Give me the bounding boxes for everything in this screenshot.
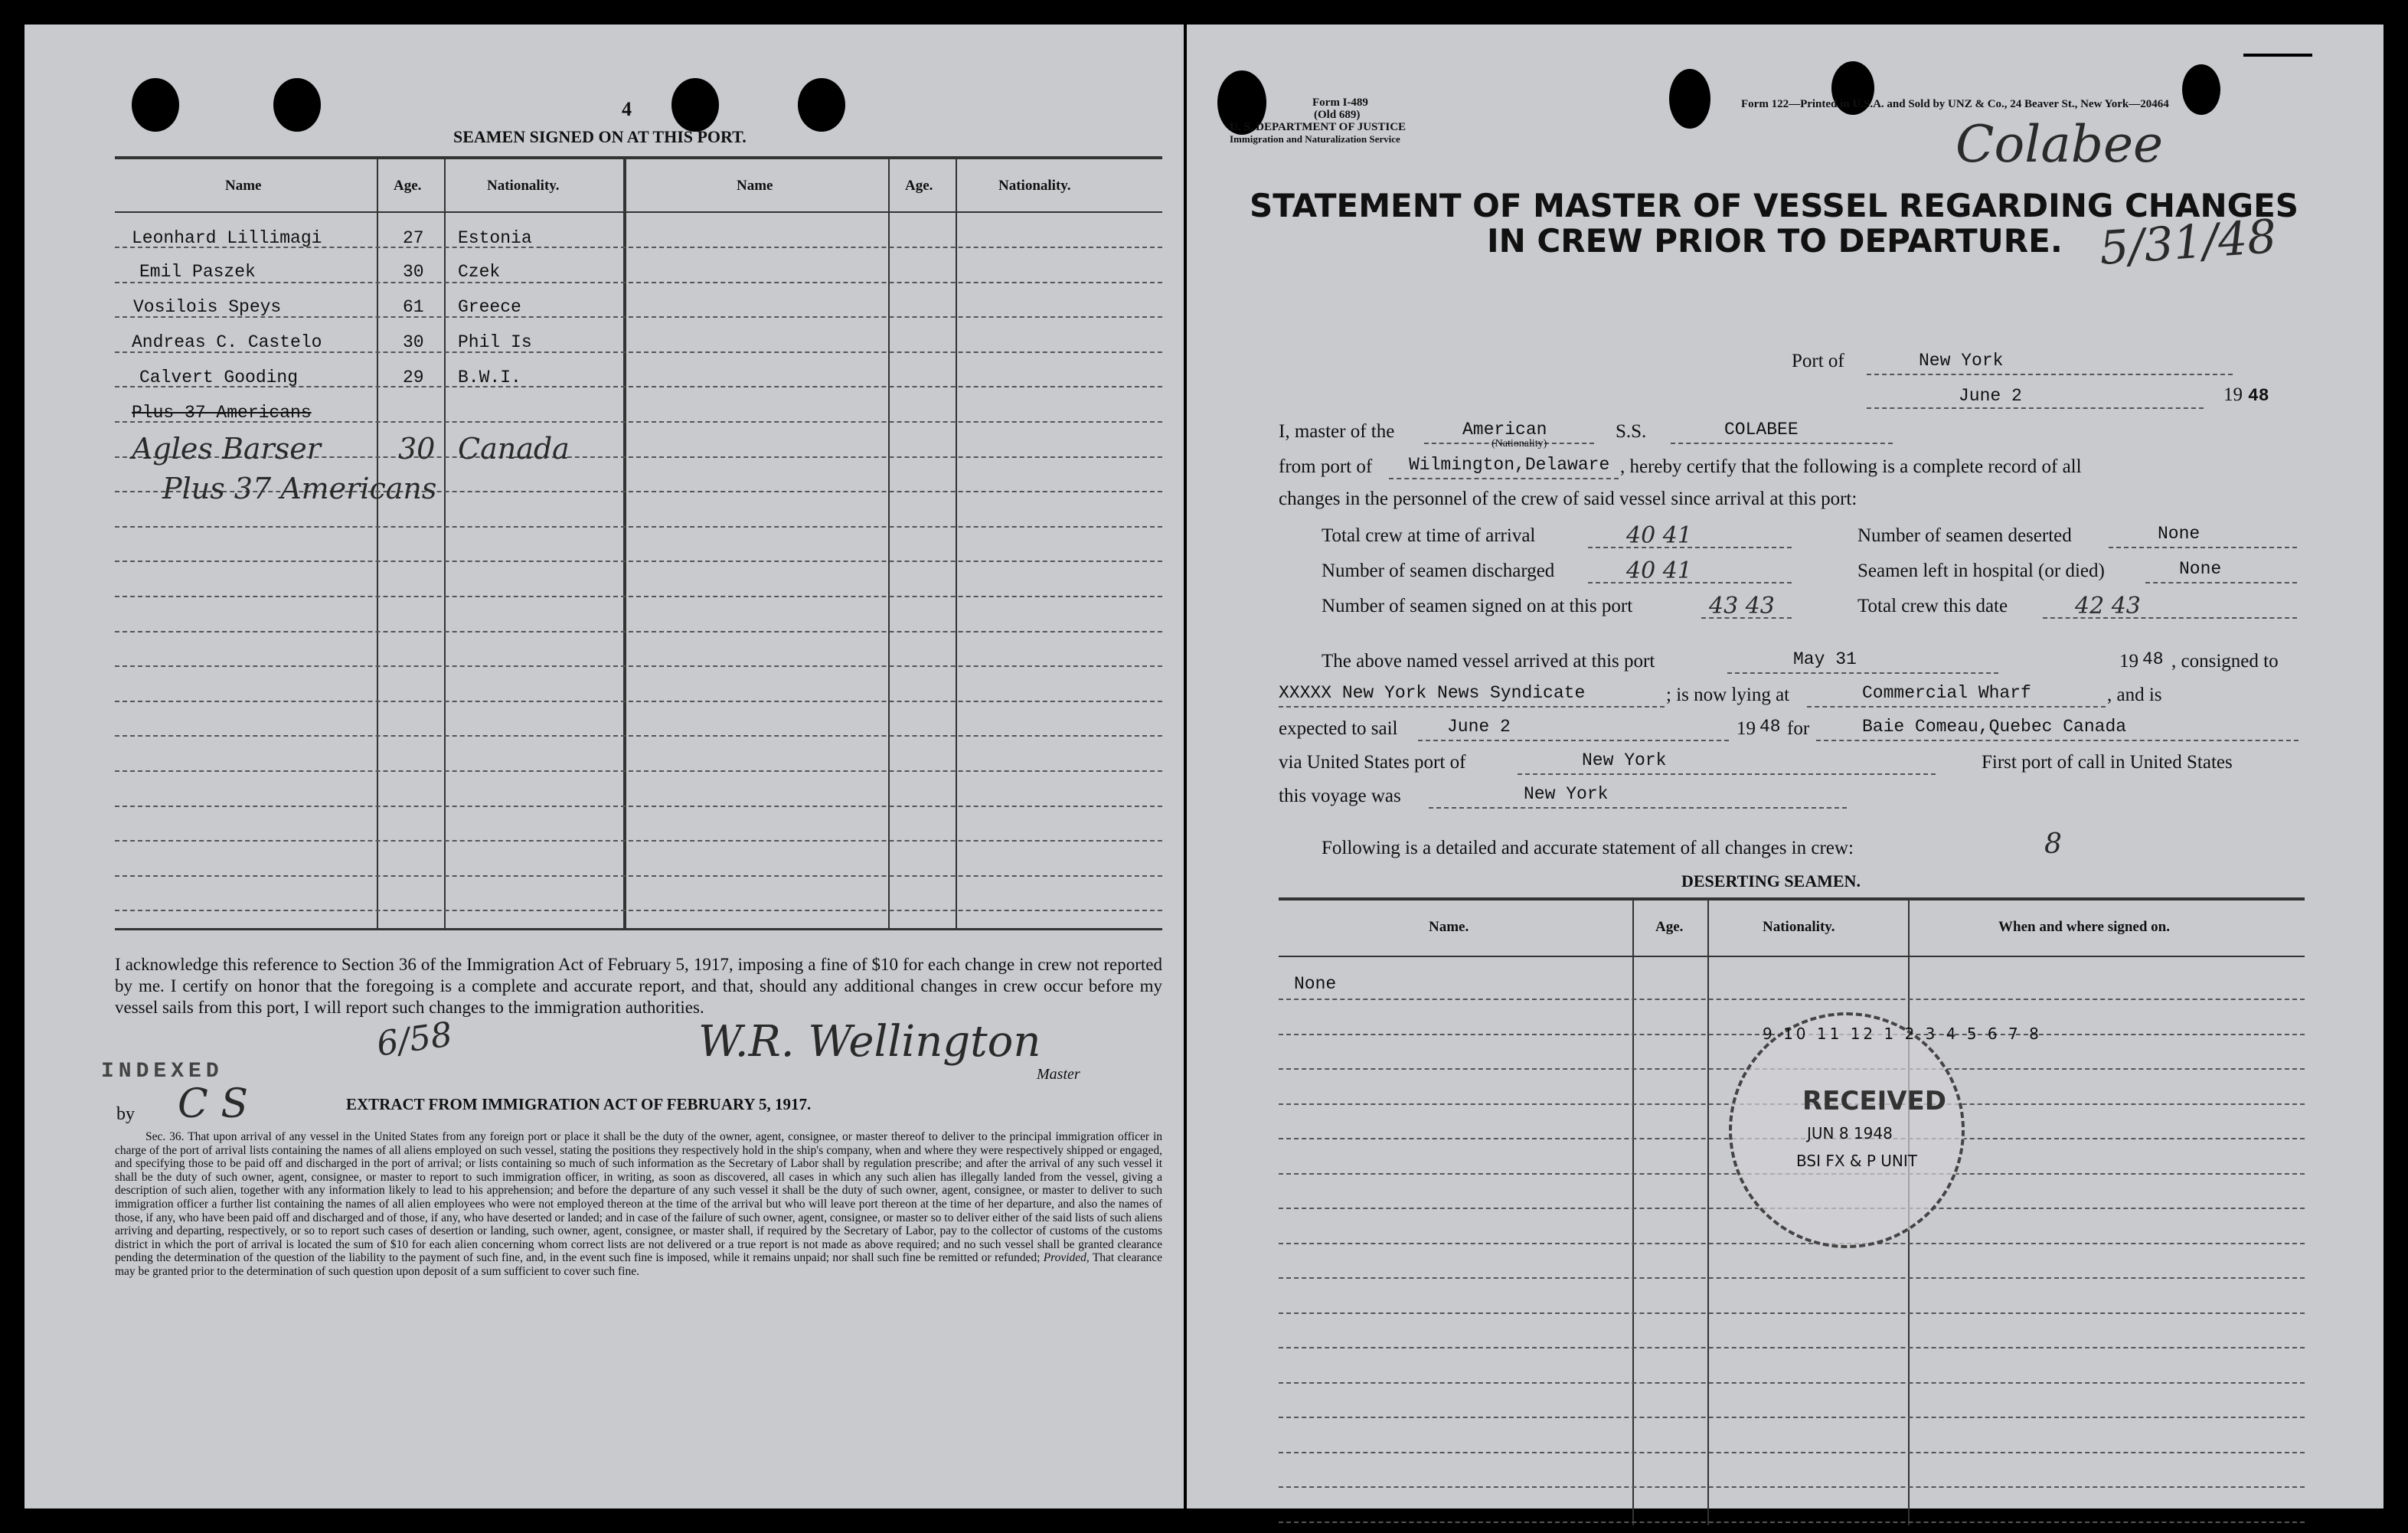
deserting-row-rule xyxy=(1279,1452,2305,1453)
deserting-table-top xyxy=(1279,897,2305,901)
stamp-received-text: RECEIVED xyxy=(1802,1086,1946,1116)
crew-nationality: Phil Is xyxy=(458,332,532,352)
discharged-label: Number of seamen discharged xyxy=(1322,561,1555,581)
deserting-row-rule xyxy=(1279,1277,2305,1279)
stamp-date-text: JUN 8 1948 xyxy=(1807,1124,1893,1142)
deserting-row-rule xyxy=(1279,999,2305,1000)
page-number: 4 xyxy=(622,98,632,120)
following-text: Following is a detailed and accurate statement of all changes in crew: xyxy=(1322,838,1854,858)
row-rule xyxy=(115,282,1162,283)
discharged-value: 40 41 xyxy=(1626,557,1692,584)
hospital-value: None xyxy=(2179,559,2222,579)
total-crew-arrival-label: Total crew at time of arrival xyxy=(1322,525,1536,546)
form-old: (Old 689) xyxy=(1314,109,1361,121)
crew-nationality: B.W.I. xyxy=(458,368,521,387)
deserting-col-when-where: When and where signed on. xyxy=(1998,919,2171,935)
port-of-line xyxy=(1867,374,2233,375)
port-of-value: New York xyxy=(1919,351,2004,371)
col-header-age: Age. xyxy=(394,178,422,194)
deserted-value: None xyxy=(2158,524,2201,544)
date-value: June 2 xyxy=(1959,386,2022,406)
row-rule xyxy=(115,840,1162,842)
handwritten-plus-americans: Plus 37 Americans xyxy=(162,472,437,505)
handwritten-age: 30 xyxy=(398,432,436,466)
handwritten-vessel-name: Colabee xyxy=(1955,115,2164,174)
punch-hole xyxy=(671,78,719,132)
vessel-line xyxy=(1671,443,1893,444)
arrived-year: 48 xyxy=(2142,649,2164,669)
crew-name: Vosilois Speys xyxy=(133,297,282,317)
table-header-rule xyxy=(115,211,1162,213)
signed-on-label: Number of seamen signed on at this port xyxy=(1322,596,1633,616)
col-header-name: Name xyxy=(225,178,262,194)
deserting-none: None xyxy=(1294,974,1337,994)
acknowledgement-text: I acknowledge this reference to Section 36 of the Immigration Act of February 5, 1917, imposing a fine of $10 for each change in crew not reported by me. I certify on honor that the foregoing is a complete and accurate report, and that, should any additional changes in crew occur before my vessel sails from this port, I will report such changes to the immigration authorities. xyxy=(115,955,1162,1017)
deserting-col-divider xyxy=(1707,897,1709,1525)
lying-at-line xyxy=(1807,706,2106,708)
extract-title: EXTRACT FROM IMMIGRATION ACT OF FEBRUARY 5, 1917. xyxy=(346,1095,812,1113)
arrived-year-prefix: 19 xyxy=(2119,651,2138,672)
deserting-row-rule xyxy=(1279,1522,2305,1523)
expected-line xyxy=(1418,740,1729,741)
service: Immigration and Naturalization Service xyxy=(1230,133,1400,145)
sec36-body: That upon arrival of any vessel in the United States from any foreign port or place it shall be the duty of the owner, agent, consignee, or master thereof to deliver to the principal immigration officer in charge of the port of arrival lists containing the names of all aliens employed on such vessel, stating the positions they respectively hold in the ship's company, when and where they were respectively shipped or engaged, and specifying those to be paid off and discharged in the port of arrival; or lists containing so much of such information as the Secretary of Labor shall by regulation prescribe; and after the arrival of any such vessel it shall be the duty of such owner, agent, consignee, or master to report to such immigration officer, in writing, as soon as discovered, all cases in which any such alien has illegally landed from the vessel, giving a description of such alien, together with any information likely to lead to his apprehension; and before the departure of any such vessel it shall be the duty of such owner, agent, consignee, or master to deliver to such immigration officer a further list containing the names of all alien employees who were not employed thereon at the time of the arrival but who will leave port thereon at the time of her departure, and also the names of those, if any, who have been paid off and discharged and of those, if any, who have deserted or landed; and in case of the failure of such owner, agent, consignee, or master so to deliver either of the said lists of such aliens arriving and departing, respectively, or so to report such cases of desertion or landing, such owner, agent, consignee, or master shall, if required by the Secretary of Labor, pay to the collector of customs of the customs district in which the port of arrival is located the sum of $10 for each alien concerning whom correct lists are not delivered or a true report is not made as above required; and no such vessel shall be granted clearance pending the determination of the question of the liability to the payment of such fine, and, in the event such fine is imposed, while it remains unpaid; nor shall such fine be remitted or refunded; xyxy=(115,1130,1162,1265)
col-header-age-2: Age. xyxy=(905,178,933,194)
via-line xyxy=(1518,773,1936,775)
punch-hole xyxy=(273,78,321,132)
col-divider xyxy=(623,156,626,930)
total-crew-date-label: Total crew this date xyxy=(1857,596,2008,616)
deserting-row-rule xyxy=(1279,1417,2305,1418)
total-crew-date-value: 42 43 xyxy=(2075,593,2141,619)
col-divider xyxy=(956,156,957,930)
from-port-value: Wilmington,Delaware xyxy=(1409,455,1610,475)
deserting-col-age: Age. xyxy=(1655,919,1684,935)
department: U. S. DEPARTMENT OF JUSTICE xyxy=(1230,121,1407,133)
lying-at-label: ; is now lying at xyxy=(1666,685,1790,705)
deserting-row-rule xyxy=(1279,1243,2305,1244)
punch-hole xyxy=(2182,64,2220,115)
deserting-row-rule xyxy=(1279,1486,2305,1488)
crew-age: 61 xyxy=(403,297,424,317)
crew-name: Leonhard Lillimagi xyxy=(132,228,322,248)
total-crew-arrival-value: 40 41 xyxy=(1626,522,1692,549)
via-value: New York xyxy=(1582,750,1667,770)
crew-age: 30 xyxy=(403,262,424,282)
deserting-row-rule xyxy=(1279,1312,2305,1314)
expected-date: June 2 xyxy=(1447,717,1511,737)
port-of-label: Port of xyxy=(1792,351,1844,371)
deserted-line xyxy=(2109,547,2297,548)
arrived-date: May 31 xyxy=(1793,649,1857,669)
date-line xyxy=(1867,407,2204,409)
printer-line: Form 122—Printed in U.S.A. and Sold by UNZ & Co., 24 Beaver St., New York—20464 xyxy=(1741,98,2169,110)
received-stamp xyxy=(1729,1012,2042,1248)
section-36-text xyxy=(115,1130,1162,1279)
deserting-col-name: Name. xyxy=(1429,919,1469,935)
crew-name: Emil Paszek xyxy=(139,262,256,282)
destination: Baie Comeau,Quebec Canada xyxy=(1862,717,2127,737)
certify-text-2: changes in the personnel of the crew of said vessel since arrival at this port: xyxy=(1279,489,1857,509)
vessel-name: COLABEE xyxy=(1724,420,1799,440)
ss-label: S.S. xyxy=(1616,421,1647,442)
row-rule xyxy=(115,596,1162,597)
col-divider xyxy=(444,156,446,930)
crew-nationality: Greece xyxy=(458,297,521,317)
certify-text: , hereby certify that the following is a complete record of all xyxy=(1620,456,2082,477)
from-port-line xyxy=(1389,478,1619,479)
col-divider xyxy=(888,156,890,930)
for-label: for xyxy=(1787,718,1810,739)
deserting-title: DESERTING SEAMEN. xyxy=(1681,871,1861,891)
voyage-label: this voyage was xyxy=(1279,786,1401,806)
deserting-row-rule xyxy=(1279,1347,2305,1348)
punch-hole xyxy=(1669,69,1710,129)
signed-on-value: 43 43 xyxy=(1709,593,1775,619)
nationality-value: American xyxy=(1462,420,1547,440)
table-top-rule xyxy=(115,156,1162,159)
lying-at-value: Commercial Wharf xyxy=(1862,683,2031,703)
master-signature: W.R. Wellington xyxy=(698,1017,1041,1067)
form-number: Form I-489 xyxy=(1312,96,1368,109)
nationality-caption: (Nationality) xyxy=(1492,438,1547,449)
row-rule xyxy=(115,770,1162,772)
form-title-line2: IN CREW PRIOR TO DEPARTURE. xyxy=(1487,222,2063,260)
table-bottom-rule xyxy=(115,928,1162,930)
section-title: SEAMEN SIGNED ON AT THIS PORT. xyxy=(453,127,747,146)
arrived-text: The above named vessel arrived at this port xyxy=(1322,651,1655,672)
crew-age: 29 xyxy=(403,368,424,387)
deserting-col-nationality: Nationality. xyxy=(1763,919,1835,935)
voyage-line xyxy=(1429,807,1847,809)
row-rule xyxy=(115,665,1162,667)
from-port-label: from port of xyxy=(1279,456,1373,477)
handwritten-name: Agles Barser xyxy=(132,432,321,466)
handwritten-date: 6/58 xyxy=(374,1015,455,1064)
sec36-tail: That clearance may be granted prior to the determination of such question upon deposit of a sum sufficient to cover such fine. xyxy=(115,1251,1163,1278)
row-rule xyxy=(115,631,1162,632)
indexed-stamp: INDEXED xyxy=(101,1060,224,1084)
year-value: 48 xyxy=(2248,386,2269,406)
row-rule xyxy=(115,806,1162,807)
row-rule xyxy=(115,875,1162,877)
punch-hole xyxy=(798,78,845,132)
master-of-label: I, master of the xyxy=(1279,421,1395,442)
punch-hole xyxy=(132,78,179,132)
expected-year-prefix: 19 xyxy=(1737,718,1756,739)
col-header-nationality: Nationality. xyxy=(487,178,560,194)
crew-nationality: Czek xyxy=(458,262,501,282)
row-rule xyxy=(115,910,1162,911)
master-label: Master xyxy=(1037,1066,1080,1083)
consigned-to: , consigned to xyxy=(2171,651,2279,672)
expected-label: expected to sail xyxy=(1279,718,1398,739)
destination-line xyxy=(1816,740,2299,741)
voyage-value: New York xyxy=(1524,784,1609,804)
row-rule xyxy=(115,561,1162,562)
sec36-label: Sec. 36. xyxy=(145,1130,185,1143)
deserting-table-header-rule xyxy=(1279,956,2305,957)
first-port-label: First port of call in United States xyxy=(1982,752,2233,773)
col-header-name-2: Name xyxy=(737,178,773,194)
deserted-label: Number of seamen deserted xyxy=(1857,525,2072,546)
deserting-row-rule xyxy=(1279,1382,2305,1384)
handwritten-date: 5/31/48 xyxy=(2097,210,2279,276)
arrived-line xyxy=(1727,672,1998,674)
sec36-provided: Provided, xyxy=(1043,1251,1090,1265)
crew-name: Calvert Gooding xyxy=(139,368,299,387)
row-rule xyxy=(115,526,1162,528)
crew-age: 30 xyxy=(403,332,424,352)
handwritten-nationality: Canada xyxy=(458,432,570,466)
col-header-nationality-2: Nationality. xyxy=(998,178,1071,194)
crew-name: Andreas C. Castelo xyxy=(132,332,322,352)
consignee-line xyxy=(1279,706,1665,708)
hospital-label: Seamen left in hospital (or died) xyxy=(1857,561,2105,581)
year-prefix: 19 xyxy=(2223,384,2243,405)
stamp-numbers: 9 10 11 12 1 2 3 4 5 6 7 8 xyxy=(1763,1025,2042,1043)
changes-count: 8 xyxy=(2044,829,2062,860)
deserting-col-divider xyxy=(1632,897,1634,1525)
consignee: XXXXX New York News Syndicate xyxy=(1279,683,1586,703)
right-page xyxy=(1187,25,2383,1508)
crew-age: 27 xyxy=(403,228,424,248)
by-label: by xyxy=(116,1104,135,1124)
row-rule xyxy=(115,735,1162,737)
stamp-office-text: BSI FX & P UNIT xyxy=(1796,1152,1917,1170)
expected-year: 48 xyxy=(1759,717,1781,737)
hospital-line xyxy=(2145,582,2297,583)
form-title-line1: STATEMENT OF MASTER OF VESSEL REGARDING CHANGES xyxy=(1250,187,2299,224)
row-rule xyxy=(115,701,1162,702)
via-label: via United States port of xyxy=(1279,752,1466,773)
struck-line: Plus 37 Americans xyxy=(132,403,312,423)
and-is: , and is xyxy=(2107,685,2162,705)
crew-nationality: Estonia xyxy=(458,228,532,248)
left-page xyxy=(25,25,1184,1508)
corner-mark xyxy=(2243,54,2312,57)
col-divider xyxy=(377,156,378,930)
by-initials: C S xyxy=(178,1081,248,1127)
